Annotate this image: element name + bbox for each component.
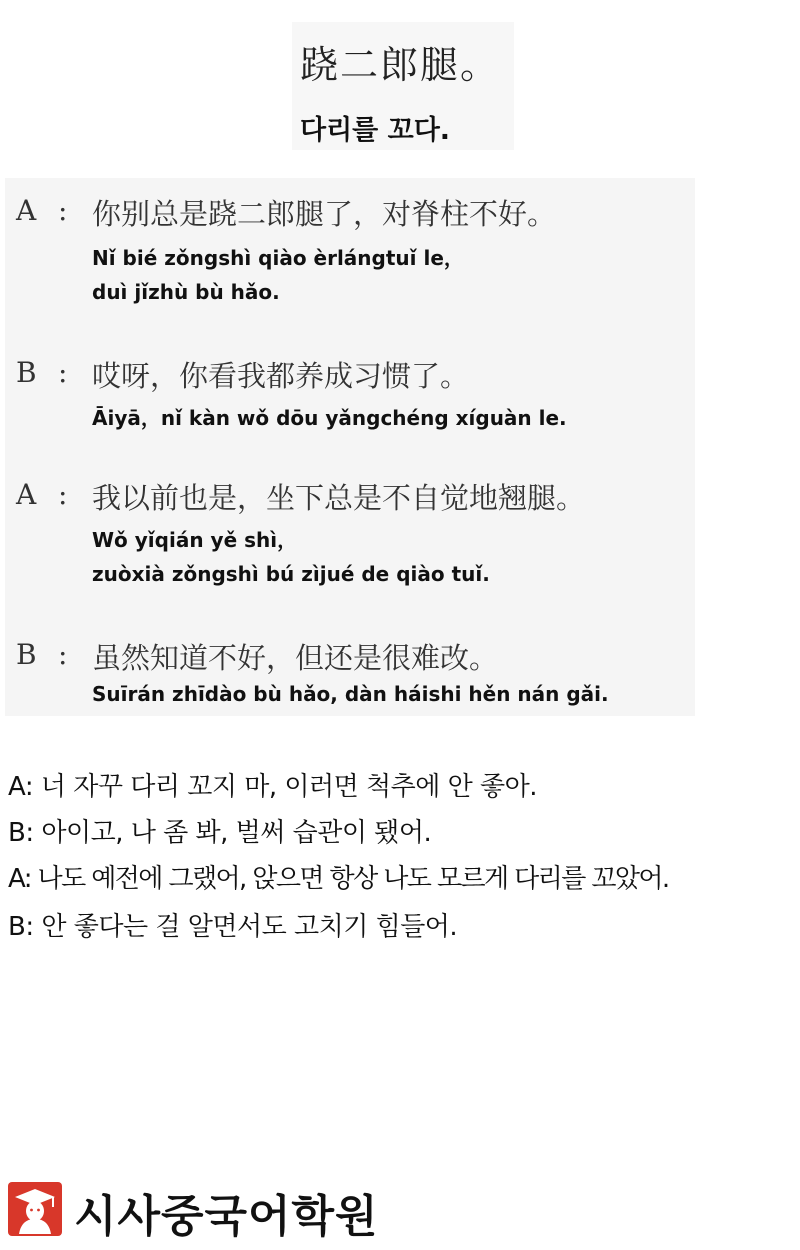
speaker-colon: : xyxy=(58,194,68,227)
pinyin-line: duì jǐzhù bù hǎo. xyxy=(92,280,280,304)
graduate-figure-icon xyxy=(8,1182,62,1236)
speaker-label: A xyxy=(16,194,37,227)
pinyin-line: Āiyā，nǐ kàn wǒ dōu yǎngchéng xíguàn le. xyxy=(92,406,567,430)
speaker-colon: : xyxy=(58,638,68,671)
speaker-label: B xyxy=(16,356,37,389)
translation-line: B: 아이고, 나 좀 봐, 벌써 습관이 됐어. xyxy=(8,818,432,848)
speaker-colon: : xyxy=(58,356,68,389)
chinese-sentence: 虽然知道不好，但还是很难改。 xyxy=(92,641,499,675)
speaker-label: B xyxy=(16,638,37,671)
chinese-sentence: 你别总是跷二郎腿了，对脊柱不好。 xyxy=(92,197,557,231)
pinyin-line: Suīrán zhīdào bù hǎo, dàn háishi hěn nán gǎi. xyxy=(92,682,609,706)
pinyin-line: Wǒ yǐqián yě shì， xyxy=(92,528,298,552)
title-chinese: 跷二郎腿。 xyxy=(300,43,501,87)
title-korean: 다리를 꼬다. xyxy=(300,115,451,146)
pinyin-line: zuòxià zǒngshì bú zìjué de qiào tuǐ. xyxy=(92,562,490,586)
translation-line: A: 나도 예전에 그랬어, 앉으면 항상 나도 모르게 다리를 꼬았어. xyxy=(8,864,669,894)
pinyin-line: Nǐ bié zǒngshì qiào èrlángtuǐ le， xyxy=(92,246,464,270)
chinese-sentence: 哎呀，你看我都养成习惯了。 xyxy=(92,359,470,393)
chinese-sentence: 我以前也是，坐下总是不自觉地翘腿。 xyxy=(92,481,586,515)
academy-logo-text: 시사중국어학원 xyxy=(74,1191,379,1242)
translation-line: A: 너 자꾸 다리 꼬지 마, 이러면 척추에 안 좋아. xyxy=(8,772,537,802)
speaker-label: A xyxy=(16,478,37,511)
speaker-colon: : xyxy=(58,478,68,511)
translation-line: B: 안 좋다는 걸 알면서도 고치기 힘들어. xyxy=(8,912,458,942)
